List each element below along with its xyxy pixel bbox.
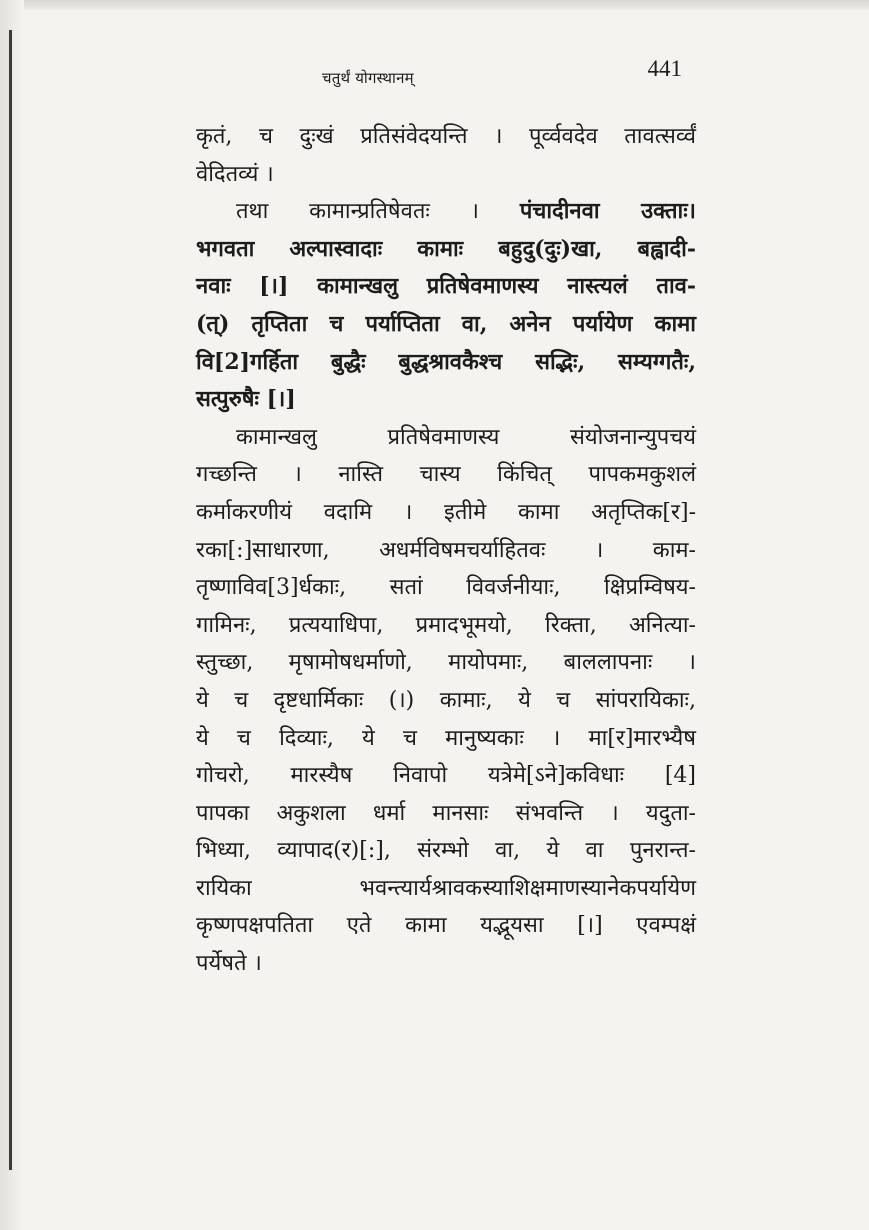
text-line [196,118,696,156]
text-segment: गच्छन्ति । नास्ति चास्य किंचित् पापकमकुशलं [196,462,696,488]
bold-text-segment: भगवता अल्पास्वादाः कामाः बहुदु(दुः)खा, बह्वादी- [196,235,696,262]
text-line [196,494,696,532]
text-segment: रायिका भवन्त्यार्यश्रावकस्याशिक्षमाणस्यानेकपर्यायेण [196,875,696,901]
text-segment: ये च दृष्टधार्मिकाः (।) कामाः, ये च सांपरायिकाः, [196,687,696,713]
text-line [196,644,696,682]
bold-text-segment: वि[2]गर्हिता बुद्धैः बुद्धश्रावकैश्च सद्भिः, सम्यग्गतैः, [196,348,696,375]
text-line [196,945,696,983]
bold-text-segment: नवाः [।] कामान्खलु प्रतिषेवमाणस्य नास्त्यलं ताव- [196,273,696,300]
text-segment: गोचरो, मारस्यैष निवापो यत्रेमे[ऽने]कविधाः [4] [196,763,696,789]
bold-text-segment: (त्) तृप्तिता च पर्याप्तिता वा, अनेन पर्यायेण कामा [196,310,696,337]
text-segment: वेदितव्यं । [196,161,274,187]
paragraph [196,419,696,983]
scan-edge [0,0,869,10]
bold-text-segment: सत्पुरुषैः [।] [196,386,296,413]
text-line [196,795,696,833]
binding-shadow [0,0,24,1230]
text-body [196,118,696,983]
text-segment: स्तुच्छा, मृषामोषधर्माणो, मायोपमाः, बाललापनाः । [196,650,696,676]
text-segment: तृष्णाविव[3]र्धकाः, सतां विवर्जनीयाः, क्षिप्रम्विषय- [196,575,696,601]
text-line [196,156,696,194]
text-line [196,419,696,457]
text-segment: ये च दिव्याः, ये च मानुष्यकाः । मा[र]मारभ्यैष [196,725,696,751]
text-segment: पर्येषते । [196,951,262,977]
text-line [196,231,696,269]
text-line [196,682,696,720]
text-line [196,306,696,344]
text-segment: तथा कामान्प्रतिषेवतः । [236,199,520,225]
text-line [196,456,696,494]
text-segment: भिध्या, व्यापाद(र)[:], संरम्भो वा, ये वा पुनरान्त- [196,838,696,864]
text-segment: कृष्णपक्षपतिता एते कामा यद्भूयसा [।] एवम्पक्षं [196,913,696,939]
text-line [196,832,696,870]
running-head [196,56,696,104]
binding-line [9,30,12,1170]
page-number: 441 [647,56,682,81]
text-segment: कर्माकरणीयं वदामि । इतीमे कामा अतृप्तिक[र]- [196,499,696,525]
text-segment: पापका अकुशला धर्मा मानसाः संभवन्ति । यदुता- [196,800,696,826]
text-segment: गामिनः, प्रत्ययाधिपा, प्रमादभूमयो, रिक्ता, अनित्या- [196,612,696,638]
running-head-title: चतुर्थं योगस्थानम् [322,69,414,87]
text-line [196,381,696,419]
text-line [196,720,696,758]
text-segment: रका[:]साधारणा, अधर्मविषमचर्याहितवः । काम- [196,537,696,563]
text-line [196,607,696,645]
text-line [196,532,696,570]
text-line [196,268,696,306]
text-line [196,344,696,382]
paragraph [196,193,696,419]
text-segment: कामान्खलु प्रतिषेवमाणस्य संयोजनान्युपचयं [236,424,696,450]
text-line [196,757,696,795]
bold-text-segment: पंचादीनवा उक्ताः। [519,198,696,225]
text-segment: कृतं, च दुःखं प्रतिसंवेदयन्ति । पूर्व्ववदेव तावत्सर्व्वं [196,124,696,149]
text-line [196,193,696,231]
text-line [196,569,696,607]
text-line [196,870,696,908]
text-line [196,907,696,945]
book-page [196,56,696,1196]
paragraph [196,118,696,193]
